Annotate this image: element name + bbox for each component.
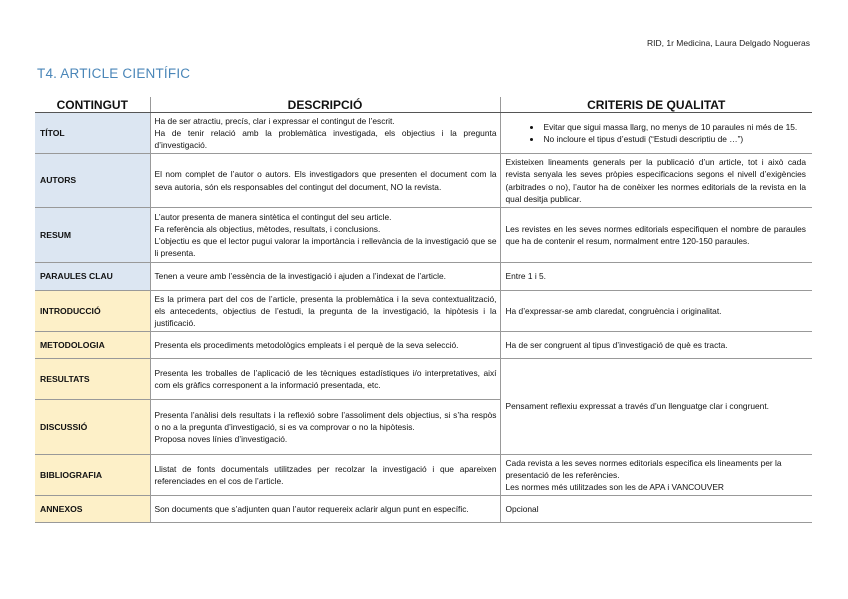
desc-titol [150,113,500,154]
crit-line: Les normes més utilitzades son les de APA i VANCOUVER [505,482,724,493]
desc-introduccio: Es la primera part del cos de l’article, presenta la problemàtica i la seva contextualització, els antecedents, objectius de l’estudi, la pregunta de la investigació, la hipòtesis i la justificació. [150,291,500,332]
table-row [35,359,812,400]
table-row [35,496,812,523]
crit-paraules-clau: Entre 1 i 5. [500,263,812,291]
crit-resultats-discussio: Pensament reflexiu expressat a través d’un llenguatge clar i congruent. [500,359,812,455]
desc-line: L’autor presenta de manera sintètica el contingut del seu article. [154,211,392,222]
crit-annexos: Opcional [500,496,812,523]
header-descripcio: DESCRIPCIÓ [150,97,500,113]
author-line: RID, 1r Medicina, Laura Delgado Nogueras [646,38,810,48]
criteria-table [35,97,812,523]
crit-titol [500,113,812,154]
row-label-introduccio: INTRODUCCIÓ [35,291,150,332]
row-label-resultats: RESULTATS [35,359,150,400]
desc-autors: El nom complet de l’autor o autors. Els investigadors que presenten el document com la seva autoria, són els responsables del contingut del document, NO la revista. [150,154,500,208]
crit-line: Cada revista a les seves normes editorials especifica els lineaments per la presentació de les referències. [505,457,782,480]
row-label-autors: AUTORS [35,154,150,208]
crit-bibliografia [500,455,812,496]
header-criteris: CRITERIS DE QUALITAT [500,97,812,113]
row-label-bibliografia: BIBLIOGRAFIA [35,455,150,496]
desc-resum [150,208,500,263]
table-row [35,113,812,154]
desc-discussio [150,400,500,455]
crit-autors: Existeixen lineaments generals per la publicació d’un article, tot i això cada revista senyala les seves pròpies especificacions segons el nivell d’exigències (arbitrades o no), l’autor ha de conèixer les normes editorials de la revista en la qual desitja publicar. [500,154,812,208]
desc-line: Ha de ser atractiu, precís, clar i expressar el contingut de l’escrit. [154,115,395,126]
table-row [35,455,812,496]
table-header-row [35,97,812,113]
desc-bibliografia: Llistat de fonts documentals utilitzades per recolzar la investigació i que apareixen referenciades en el cos de l’article. [150,455,500,496]
table-row [35,154,812,208]
crit-resum: Les revistes en les seves normes editorials especifiquen el nombre de paraules que ha de contenir el resum, normalment entre 120-150 paraules. [500,208,812,263]
desc-line: Ha de tenir relació amb la problemàtica investigada, els objectius i la pregunta d’investigació. [154,127,497,151]
table-row [35,263,812,291]
header-contingut: CONTINGUT [35,97,150,113]
table-row [35,291,812,332]
row-label-resum: RESUM [35,208,150,263]
desc-resultats: Presenta les troballes de l’aplicació de les tècniques estadístiques i/o interpretatives, així com els gràfics corresponent a la informació presentada, etc. [150,359,500,400]
crit-metodologia: Ha de ser congruent al tipus d’investigació de què es tracta. [500,332,812,359]
row-label-annexos: ANNEXOS [35,496,150,523]
row-label-discussio: DISCUSSIÓ [35,400,150,455]
list-item: • No incloure el tipus d’estudi (“Estudi descriptiu de …”) [542,133,807,145]
crit-introduccio: Ha d’expressar-se amb claredat, congruència i originalitat. [500,291,812,332]
table-row [35,332,812,359]
desc-line: Fa referència als objectius, mètodes, resultats, i conclusions. [154,223,381,234]
desc-line: L’objectiu es que el lector pugui valorar la importància i rellevància de la investigació que se li presenta. [154,236,497,259]
desc-metodologia: Presenta els procediments metodològics empleats i el perquè de la seva selecció. [150,332,500,359]
list-item: • Evitar que sigui massa llarg, no menys de 10 paraules ni més de 15. [542,121,807,133]
desc-line: Presenta l’anàlisi dels resultats i la reflexió sobre l’assoliment dels objectius, si s’ha respòs o no a la pregunta d’investigació, si es va comprovar o no la hipòtesis. [154,409,497,432]
desc-paraules-clau: Tenen a veure amb l’essència de la investigació i ajuden a l’indexat de l’article. [150,263,500,291]
document-title: T4. ARTICLE CIENTÍFIC [37,66,191,81]
desc-line: Proposa noves línies d’investigació. [154,434,288,445]
table-row [35,208,812,263]
crit-list [506,121,807,145]
desc-annexos: Son documents que s’adjunten quan l’autor requereix aclarir algun punt en específic. [150,496,500,523]
row-label-metodologia: METODOLOGIA [35,332,150,359]
row-label-titol: TÍTOL [35,113,150,154]
row-label-paraules-clau: PARAULES CLAU [35,263,150,291]
